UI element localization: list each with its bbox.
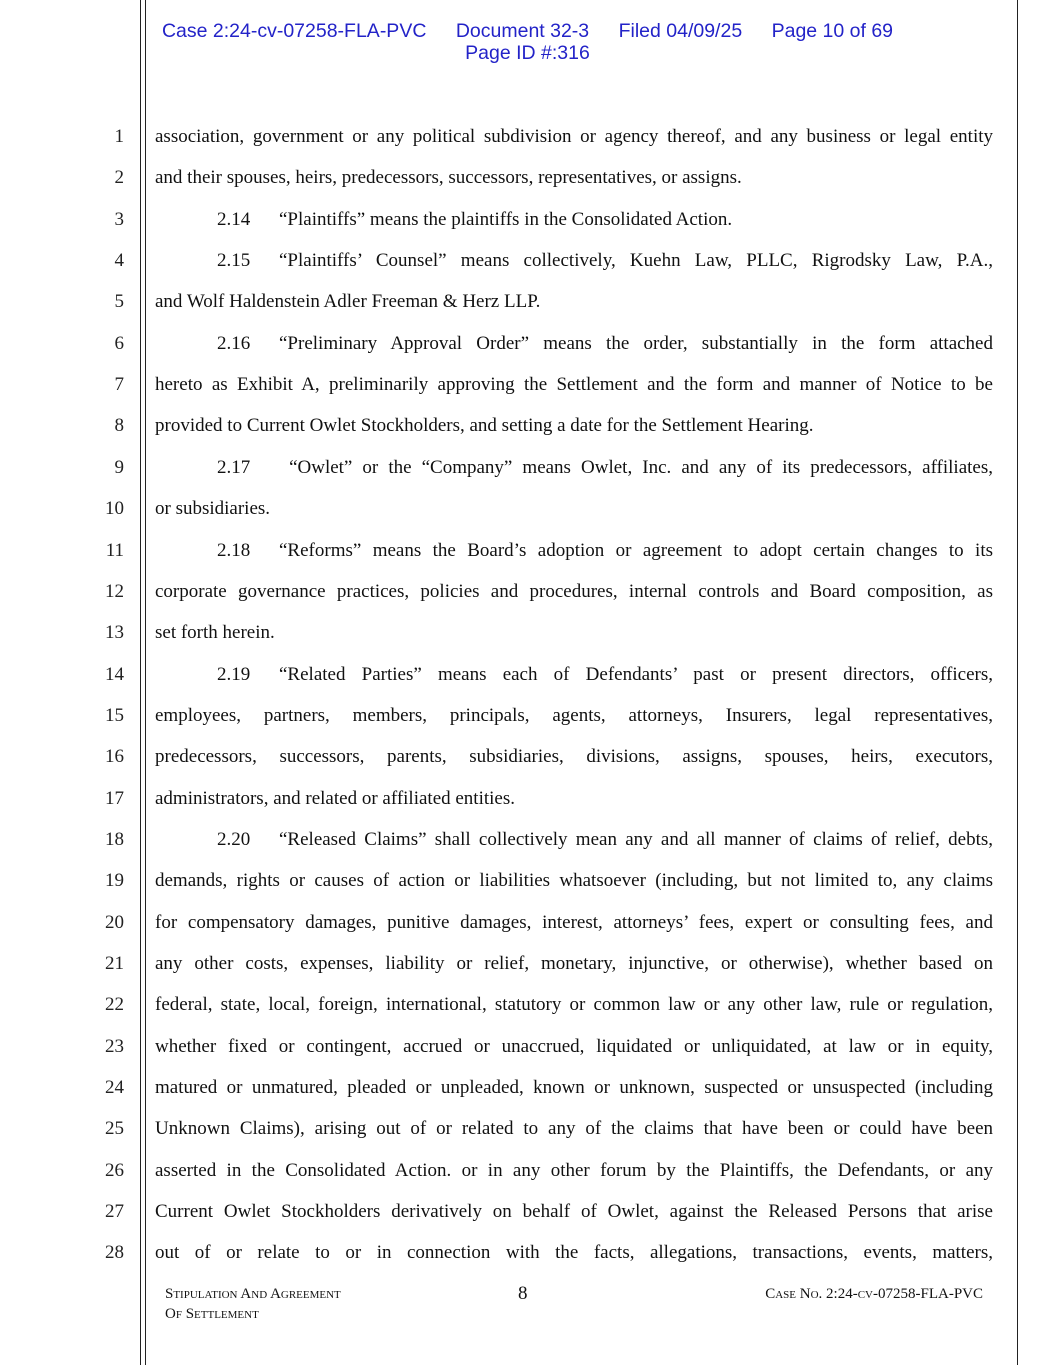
footer-document-title [165,1284,341,1324]
left-margin-rule-outer [140,0,141,1365]
line-text: federal, state, local, foreign, international, statutory or common law or any other law, rule or regulation, [155,994,993,1016]
footer-title-line-1: Stipulation And Agreement [165,1286,341,1302]
line-number: 10 [105,498,124,520]
line-text: “Plaintiffs” means the plaintiffs in the Consolidated Action. [279,208,733,230]
line-number: 21 [105,953,124,974]
footer-title-line-2: Of Settlement [165,1306,259,1322]
line-text: or subsidiaries. [155,498,271,520]
text-line [155,1118,993,1140]
section-number: 2.17 [217,456,251,478]
text-line [155,1160,993,1182]
text-line [155,1077,993,1099]
text-line [155,994,993,1016]
line-number: 13 [105,622,124,644]
text-line [155,953,993,975]
line-number: 17 [105,787,124,809]
section-number: 2.14 [217,208,251,230]
paragraph-first-line [217,829,993,851]
paragraph-first-line [217,250,993,272]
paragraph-first-line [217,457,993,479]
header-document-number: Document 32-3 [455,20,590,42]
line-text: demands, rights or causes of action or liabilities whatsoever (including, but not limited to, any claims [155,870,993,892]
line-number: 6 [114,332,124,354]
line-number: 1 [114,126,124,147]
line-text: for compensatory damages, punitive damages, interest, attorneys’ fees, expert or consulting fees, and [155,911,993,933]
line-text: “Reforms” means the Board’s adoption or agreement to adopt certain changes to its [279,539,993,561]
line-text: corporate governance practices, policies and procedures, internal controls and Board composition, as [155,580,993,602]
text-line [155,1036,993,1058]
line-number: 28 [105,1242,124,1264]
section-number: 2.18 [217,539,251,561]
paragraph-first-line [217,333,993,355]
text-line [155,581,993,603]
line-number: 26 [105,1159,124,1181]
line-number: 2 [114,167,124,189]
paragraph-first-line [217,540,993,562]
line-text: “Plaintiffs’ Counsel” means collectively, Kuehn Law, PLLC, Rigrodsky Law, P.A., [279,250,993,272]
header-filed-date: Filed 04/09/25 [618,20,743,42]
line-text: hereto as Exhibit A, preliminarily approving the Settlement and the form and manner of Notice to be [155,374,993,396]
line-number: 7 [114,374,124,396]
line-number: 19 [105,870,124,892]
text-line [155,870,993,892]
text-line [155,167,993,189]
line-number: 9 [114,456,124,478]
paragraph-first-line [217,209,993,231]
line-text: matured or unmatured, pleaded or unpleaded, known or unknown, suspected or unsuspected (including [155,1077,993,1099]
line-text: Current Owlet Stockholders derivatively on behalf of Owlet, against the Released Persons that arise [155,1201,993,1223]
text-line [155,126,993,148]
line-number: 20 [105,911,124,933]
line-text: predecessors, successors, parents, subsidiaries, divisions, assigns, spouses, heirs, executors, [155,746,993,768]
text-line [155,746,993,768]
header-page-count: Page 10 of 69 [771,20,894,42]
text-line [155,1201,993,1223]
text-line [155,291,993,313]
line-text: any other costs, expenses, liability or relief, monetary, injunctive, or otherwise), whether based on [155,953,993,974]
section-number: 2.16 [217,332,251,354]
line-text: asserted in the Consolidated Action. or in any other forum by the Plaintiffs, the Defendants, or any [155,1159,993,1181]
line-number: 4 [114,250,124,272]
text-line [155,705,993,727]
text-line [155,912,993,934]
line-text: administrators, and related or affiliated entities. [155,787,515,809]
section-number: 2.20 [217,828,251,850]
line-number: 22 [105,994,124,1016]
line-number: 23 [105,1035,124,1057]
line-text: employees, partners, members, principals, agents, attorneys, Insurers, legal representatives, [155,704,993,726]
footer-case-number: Case No. 2:24-cv-07258-FLA-PVC [765,1286,983,1302]
text-line [155,788,993,810]
footer-page-number: 8 [518,1283,528,1304]
line-text: provided to Current Owlet Stockholders, and setting a date for the Settlement Hearing. [155,415,814,437]
line-text: “Owlet” or the “Company” means Owlet, Inc. and any of its predecessors, affiliates, [279,456,993,478]
ecf-header [0,20,1055,64]
line-number: 11 [105,539,124,561]
paragraph-first-line [217,664,993,686]
line-number: 3 [114,208,124,230]
line-number: 15 [105,704,124,726]
line-number: 8 [114,415,124,437]
text-line [155,498,993,520]
right-margin-rule [1017,0,1018,1365]
line-number: 18 [105,828,124,850]
line-text: whether fixed or contingent, accrued or unaccrued, liquidated or unliquidated, at law or in equity, [155,1035,993,1057]
section-number: 2.15 [217,250,251,272]
line-number: 12 [105,580,124,602]
line-text: association, government or any political subdivision or agency thereof, and any business or legal entity [155,126,993,147]
line-text: out of or relate to or in connection with the facts, allegations, transactions, events, matters, [155,1242,993,1264]
line-text: and Wolf Haldenstein Adler Freeman & Herz LLP. [155,291,541,313]
line-text: and their spouses, heirs, predecessors, successors, representatives, or assigns. [155,167,742,189]
line-number: 27 [105,1201,124,1223]
text-line [155,374,993,396]
header-page-id: Page ID #:316 [465,42,590,64]
text-line [155,1242,993,1264]
line-number: 24 [105,1077,124,1099]
line-number: 25 [105,1118,124,1140]
text-line [155,622,993,644]
line-text: “Related Parties” means each of Defendants’ past or present directors, officers, [279,663,993,685]
left-margin-rule-inner [145,0,146,1365]
header-case-number: Case 2:24-cv-07258-FLA-PVC [161,20,427,42]
line-number: 5 [114,291,124,313]
line-text: set forth herein. [155,622,275,644]
line-text: Unknown Claims), arising out of or related to any of the claims that have been or could have been [155,1118,993,1140]
line-number: 16 [105,746,124,768]
section-number: 2.19 [217,663,251,685]
line-number: 14 [105,663,124,685]
line-text: “Released Claims” shall collectively mean any and all manner of claims of relief, debts, [279,828,993,850]
text-line [155,415,993,437]
line-text: “Preliminary Approval Order” means the order, substantially in the form attached [279,332,993,354]
